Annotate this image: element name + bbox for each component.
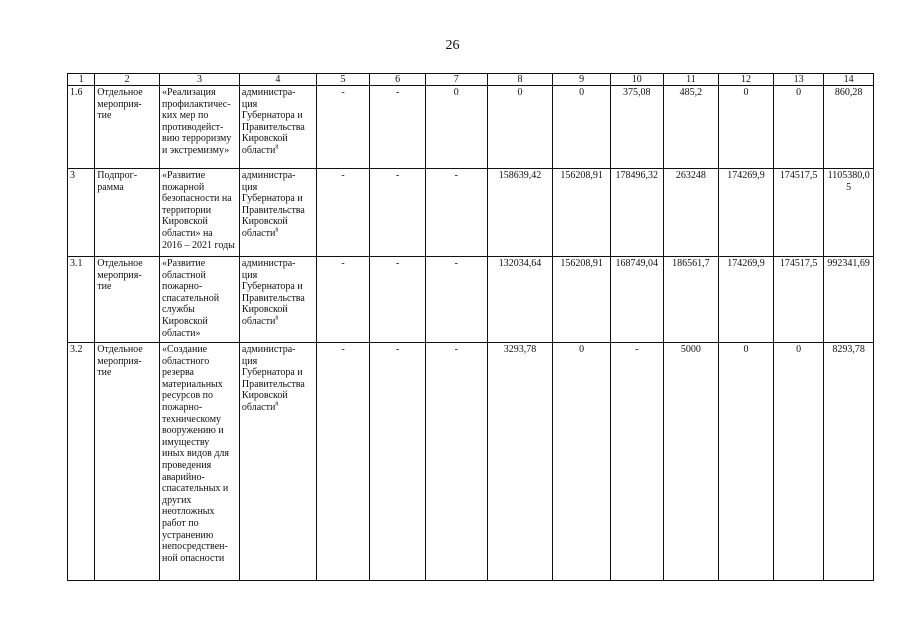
value-cell: 860,28 xyxy=(824,86,874,169)
value-cell: 485,2 xyxy=(663,86,719,169)
value-cell: - xyxy=(370,343,426,581)
table-row xyxy=(68,86,874,169)
value-cell: - xyxy=(316,169,370,257)
value-cell: 992341,69 xyxy=(824,257,874,343)
column-number: 9 xyxy=(553,74,611,86)
value-cell: 156208,91 xyxy=(553,169,611,257)
value-cell: - xyxy=(316,343,370,581)
org-text: администра- ция Губернатора и Правительства Кировской области xyxy=(241,344,305,413)
value-cell: 168749,04 xyxy=(611,257,664,343)
value-cell: 0 xyxy=(553,86,611,169)
org-text: администра- ция Губернатора и Правительства Кировской области xyxy=(241,170,305,239)
value-cell: - xyxy=(370,86,426,169)
table-row xyxy=(68,169,874,257)
org-text: администра- ция Губернатора и Правительства Кировской области xyxy=(241,258,305,327)
table-row xyxy=(68,257,874,343)
responsible-org xyxy=(239,169,316,257)
value-cell: 0 xyxy=(425,86,487,169)
value-cell: 156208,91 xyxy=(553,257,611,343)
value-cell: 132034,64 xyxy=(487,257,553,343)
value-cell: 3293,78 xyxy=(487,343,553,581)
value-cell: - xyxy=(316,257,370,343)
measure-type: Отдельное мероприя- тие xyxy=(95,86,160,169)
responsible-org xyxy=(239,86,316,169)
measure-type: Отдельное мероприя- тие xyxy=(95,343,160,581)
value-cell: - xyxy=(425,257,487,343)
value-cell: - xyxy=(425,343,487,581)
column-number: 2 xyxy=(95,74,160,86)
row-number: 1.6 xyxy=(68,86,95,169)
value-cell: 174517,5 xyxy=(773,257,824,343)
org-text: администра- ция Губернатора и Правительства Кировской области xyxy=(241,87,305,156)
column-number: 5 xyxy=(316,74,370,86)
column-number: 8 xyxy=(487,74,553,86)
column-number: 4 xyxy=(239,74,316,86)
measure-name: «Реализация профилактичес- ких мер по противодейст- вию терроризму и экстремизму» xyxy=(160,86,240,169)
value-cell: 174269,9 xyxy=(719,169,774,257)
value-cell: 174517,5 xyxy=(773,169,824,257)
value-cell: 0 xyxy=(719,343,774,581)
value-cell: 174269,9 xyxy=(719,257,774,343)
column-number: 1 xyxy=(68,74,95,86)
column-number: 10 xyxy=(611,74,664,86)
row-number: 3 xyxy=(68,169,95,257)
footnote-mark: 8 xyxy=(275,401,279,408)
footnote-mark: 8 xyxy=(275,315,279,322)
row-number: 3.2 xyxy=(68,343,95,581)
value-cell: 0 xyxy=(719,86,774,169)
page-number: 26 xyxy=(445,38,460,53)
value-cell: 158639,42 xyxy=(487,169,553,257)
value-cell: 0 xyxy=(487,86,553,169)
value-cell: - xyxy=(316,86,370,169)
column-number-header-row xyxy=(68,74,874,86)
value-cell: 0 xyxy=(773,86,824,169)
budget-table xyxy=(67,73,874,581)
value-cell: 1105380,05 xyxy=(824,169,874,257)
value-cell: 0 xyxy=(553,343,611,581)
responsible-org xyxy=(239,257,316,343)
value-cell: 263248 xyxy=(663,169,719,257)
value-cell: - xyxy=(370,257,426,343)
footnote-mark: 8 xyxy=(275,144,279,151)
value-cell: 5000 xyxy=(663,343,719,581)
footnote-mark: 8 xyxy=(275,227,279,234)
measure-type: Отдельное мероприя- тие xyxy=(95,257,160,343)
column-number: 7 xyxy=(425,74,487,86)
table-row xyxy=(68,343,874,581)
column-number: 13 xyxy=(773,74,824,86)
value-cell: 0 xyxy=(773,343,824,581)
measure-name: «Создание областного резерва материальных ресурсов по пожарно- техническому вооружению и имуществу иных видов для проведения аварийно- спасательных и других неотложных работ по устранению непосредствен- ной опасности xyxy=(160,343,240,581)
column-number: 6 xyxy=(370,74,426,86)
value-cell: 375,08 xyxy=(611,86,664,169)
responsible-org xyxy=(239,343,316,581)
column-number: 3 xyxy=(160,74,240,86)
value-cell: 8293,78 xyxy=(824,343,874,581)
value-cell: 186561,7 xyxy=(663,257,719,343)
measure-name: «Развитие областной пожарно- спасательной службы Кировской области» xyxy=(160,257,240,343)
value-cell: 178496,32 xyxy=(611,169,664,257)
column-number: 11 xyxy=(663,74,719,86)
row-number: 3.1 xyxy=(68,257,95,343)
measure-name: «Развитие пожарной безопасности на территории Кировской области» на 2016 – 2021 годы xyxy=(160,169,240,257)
column-number: 14 xyxy=(824,74,874,86)
value-cell: - xyxy=(611,343,664,581)
column-number: 12 xyxy=(719,74,774,86)
value-cell: - xyxy=(425,169,487,257)
value-cell: - xyxy=(370,169,426,257)
measure-type: Подпрог- рамма xyxy=(95,169,160,257)
